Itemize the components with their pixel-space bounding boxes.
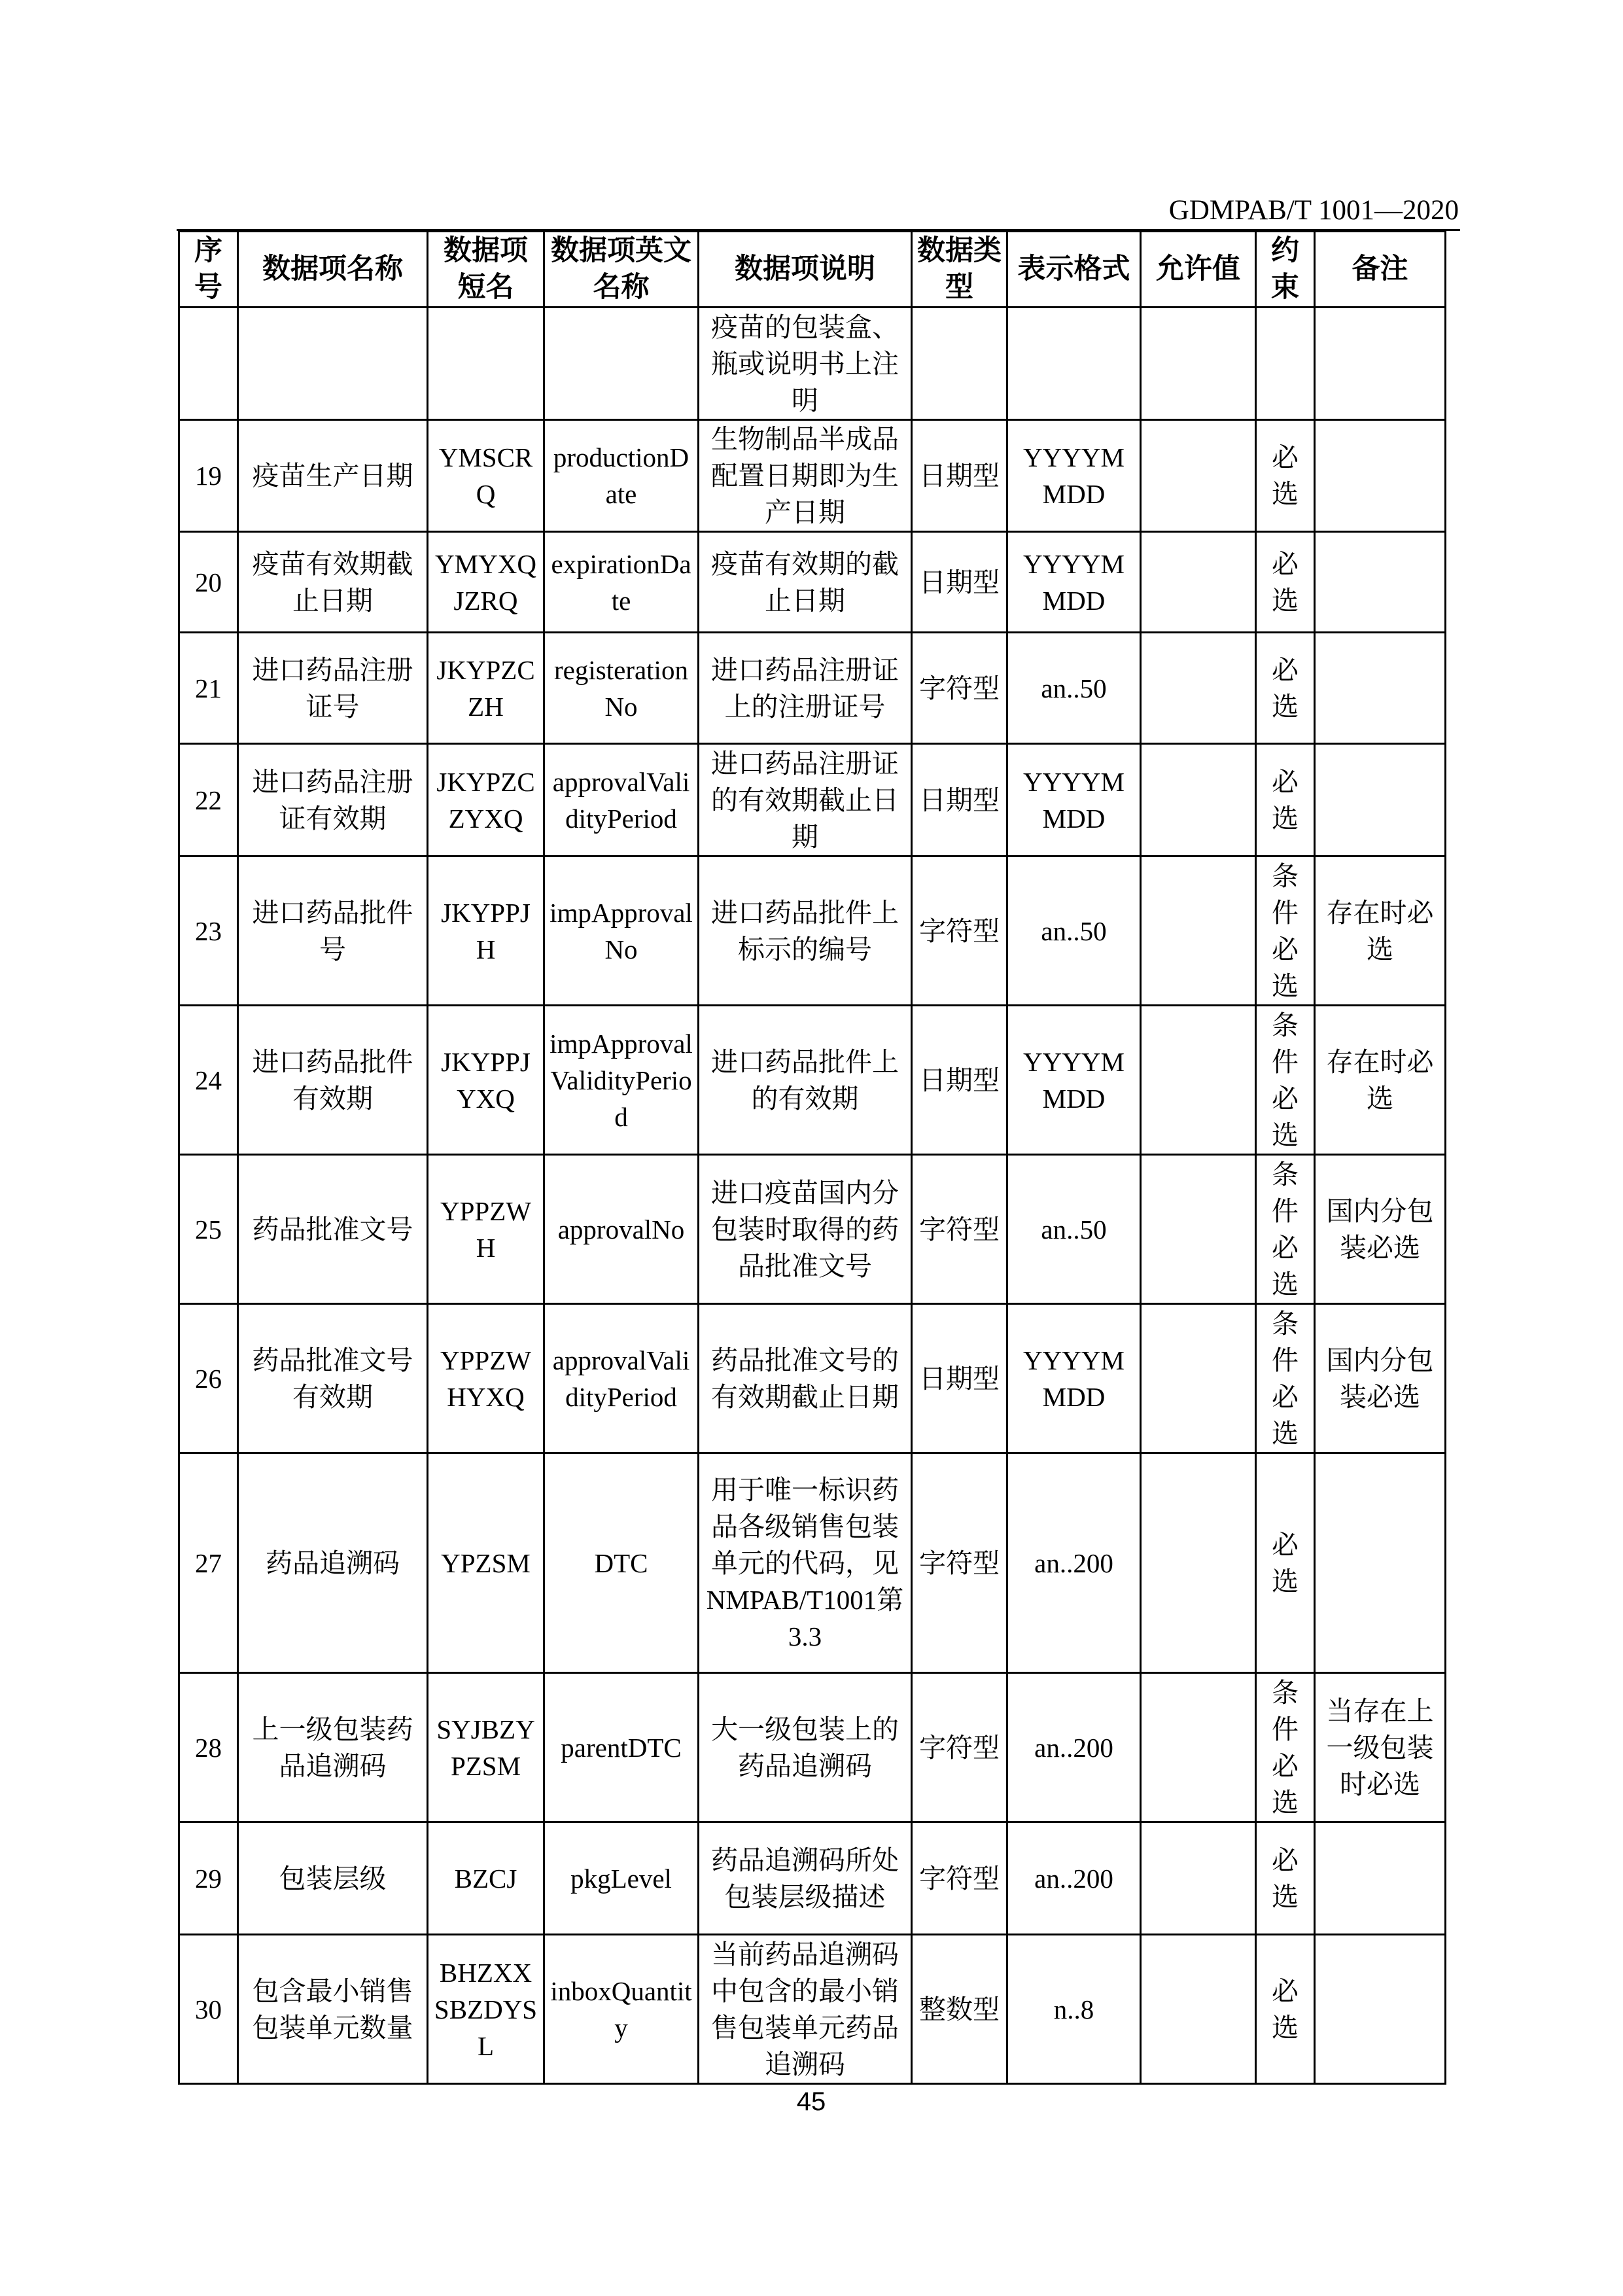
table-header-row (179, 232, 1446, 308)
col-header-format: 表示格式 (1007, 232, 1141, 308)
cell-constraint: 条件必选 (1256, 1304, 1315, 1453)
cell-no: 20 (179, 532, 238, 633)
cell-data-type: 字符型 (912, 857, 1007, 1006)
cell-constraint: 条件必选 (1256, 857, 1315, 1006)
cell-allowed-values (1141, 420, 1256, 532)
cell-english-name: impApprovalNo (544, 857, 699, 1006)
cell-english-name: approvalValidityPeriod (544, 1304, 699, 1453)
cell-short-name: YPPZWH (428, 1155, 544, 1304)
cell-data-type: 日期型 (912, 1304, 1007, 1453)
cell-allowed-values (1141, 1304, 1256, 1453)
cell-note (1315, 420, 1446, 532)
cell-format (1007, 308, 1141, 420)
col-header-constraint: 约束 (1256, 232, 1315, 308)
col-header-english-name: 数据项英文名称 (544, 232, 699, 308)
table-row (179, 308, 1446, 420)
cell-name: 进口药品注册证有效期 (238, 744, 428, 857)
table-row (179, 1673, 1446, 1822)
cell-format: YYYYMMDD (1007, 1006, 1141, 1155)
cell-note (1315, 633, 1446, 744)
cell-name: 疫苗有效期截止日期 (238, 532, 428, 633)
cell-format: n..8 (1007, 1935, 1141, 2084)
cell-no: 26 (179, 1304, 238, 1453)
cell-description: 当前药品追溯码中包含的最小销售包装单元药品追溯码 (699, 1935, 912, 2084)
cell-english-name: registerationNo (544, 633, 699, 744)
table-row (179, 420, 1446, 532)
cell-constraint: 必选 (1256, 1935, 1315, 2084)
col-header-short-name: 数据项短名 (428, 232, 544, 308)
cell-short-name: YMSCRQ (428, 420, 544, 532)
cell-constraint (1256, 308, 1315, 420)
cell-short-name: JKYPZCZH (428, 633, 544, 744)
cell-allowed-values (1141, 532, 1256, 633)
cell-allowed-values (1141, 1822, 1256, 1935)
cell-no: 21 (179, 633, 238, 744)
cell-constraint: 必选 (1256, 633, 1315, 744)
standard-code: GDMPAB/T 1001—2020 (1168, 195, 1459, 226)
cell-description: 进口药品批件上的有效期 (699, 1006, 912, 1155)
table-row (179, 1935, 1446, 2084)
cell-data-type: 日期型 (912, 420, 1007, 532)
col-header-no: 序号 (179, 232, 238, 308)
cell-note (1315, 308, 1446, 420)
cell-allowed-values (1141, 633, 1256, 744)
cell-name: 药品追溯码 (238, 1453, 428, 1673)
cell-name: 包含最小销售包装单元数量 (238, 1935, 428, 2084)
cell-constraint: 条件必选 (1256, 1155, 1315, 1304)
cell-short-name: YMYXQJZRQ (428, 532, 544, 633)
col-header-description: 数据项说明 (699, 232, 912, 308)
cell-name: 包装层级 (238, 1822, 428, 1935)
cell-no: 25 (179, 1155, 238, 1304)
col-header-allowed-values: 允许值 (1141, 232, 1256, 308)
cell-description: 进口药品注册证上的注册证号 (699, 633, 912, 744)
cell-description: 生物制品半成品配置日期即为生产日期 (699, 420, 912, 532)
cell-format: YYYYMMDD (1007, 1304, 1141, 1453)
cell-name: 药品批准文号有效期 (238, 1304, 428, 1453)
cell-no: 28 (179, 1673, 238, 1822)
table-row (179, 532, 1446, 633)
cell-english-name (544, 308, 699, 420)
cell-description: 疫苗有效期的截止日期 (699, 532, 912, 633)
cell-name: 上一级包装药品追溯码 (238, 1673, 428, 1822)
cell-constraint: 必选 (1256, 1822, 1315, 1935)
cell-note (1315, 744, 1446, 857)
cell-no: 29 (179, 1822, 238, 1935)
cell-allowed-values (1141, 857, 1256, 1006)
cell-note (1315, 1453, 1446, 1673)
cell-english-name: approvalNo (544, 1155, 699, 1304)
cell-constraint: 条件必选 (1256, 1006, 1315, 1155)
cell-short-name: YPPZWHYXQ (428, 1304, 544, 1453)
cell-constraint: 必选 (1256, 744, 1315, 857)
table-row (179, 1822, 1446, 1935)
cell-short-name: JKYPPJH (428, 857, 544, 1006)
cell-note: 存在时必选 (1315, 1006, 1446, 1155)
cell-name: 进口药品批件号 (238, 857, 428, 1006)
table-row (179, 633, 1446, 744)
cell-name: 进口药品批件有效期 (238, 1006, 428, 1155)
cell-data-type: 日期型 (912, 532, 1007, 633)
table-row (179, 744, 1446, 857)
table-row (179, 857, 1446, 1006)
cell-name: 药品批准文号 (238, 1155, 428, 1304)
cell-constraint: 必选 (1256, 532, 1315, 633)
cell-description: 用于唯一标识药品各级销售包装单元的代码，见NMPAB/T1001第3.3 (699, 1453, 912, 1673)
cell-note: 国内分包装必选 (1315, 1155, 1446, 1304)
cell-format: an..200 (1007, 1453, 1141, 1673)
cell-data-type: 字符型 (912, 1453, 1007, 1673)
cell-data-type: 整数型 (912, 1935, 1007, 2084)
cell-allowed-values (1141, 744, 1256, 857)
page-number: 45 (796, 2087, 826, 2116)
data-item-table (178, 230, 1446, 2085)
cell-no: 19 (179, 420, 238, 532)
cell-format: an..50 (1007, 1155, 1141, 1304)
cell-english-name: expirationDate (544, 532, 699, 633)
cell-description: 进口药品批件上标示的编号 (699, 857, 912, 1006)
cell-constraint: 必选 (1256, 420, 1315, 532)
cell-no: 27 (179, 1453, 238, 1673)
cell-format: YYYYMMDD (1007, 532, 1141, 633)
cell-format: YYYYMMDD (1007, 744, 1141, 857)
cell-note (1315, 532, 1446, 633)
cell-data-type: 日期型 (912, 1006, 1007, 1155)
col-header-note: 备注 (1315, 232, 1446, 308)
cell-no: 24 (179, 1006, 238, 1155)
table-row (179, 1304, 1446, 1453)
cell-short-name (428, 308, 544, 420)
cell-no: 23 (179, 857, 238, 1006)
cell-short-name: JKYPZCZYXQ (428, 744, 544, 857)
table-row (179, 1453, 1446, 1673)
cell-constraint: 必选 (1256, 1453, 1315, 1673)
cell-name: 疫苗生产日期 (238, 420, 428, 532)
cell-format: an..200 (1007, 1673, 1141, 1822)
cell-allowed-values (1141, 308, 1256, 420)
cell-data-type: 字符型 (912, 1155, 1007, 1304)
cell-note (1315, 1935, 1446, 2084)
table-row (179, 1006, 1446, 1155)
cell-description: 进口疫苗国内分包装时取得的药品批准文号 (699, 1155, 912, 1304)
cell-note: 国内分包装必选 (1315, 1304, 1446, 1453)
cell-format: an..50 (1007, 633, 1141, 744)
cell-english-name: parentDTC (544, 1673, 699, 1822)
col-header-name: 数据项名称 (238, 232, 428, 308)
cell-description: 药品追溯码所处包装层级描述 (699, 1822, 912, 1935)
cell-note: 存在时必选 (1315, 857, 1446, 1006)
cell-name (238, 308, 428, 420)
cell-description: 疫苗的包装盒、瓶或说明书上注明 (699, 308, 912, 420)
cell-data-type: 字符型 (912, 1822, 1007, 1935)
cell-english-name: approvalValidityPeriod (544, 744, 699, 857)
cell-allowed-values (1141, 1453, 1256, 1673)
cell-english-name: inboxQuantity (544, 1935, 699, 2084)
cell-data-type: 字符型 (912, 633, 1007, 744)
cell-constraint: 条件必选 (1256, 1673, 1315, 1822)
cell-short-name: SYJBZYPZSM (428, 1673, 544, 1822)
cell-description: 药品批准文号的有效期截止日期 (699, 1304, 912, 1453)
cell-short-name: JKYPPJYXQ (428, 1006, 544, 1155)
cell-data-type: 日期型 (912, 744, 1007, 857)
cell-data-type (912, 308, 1007, 420)
cell-allowed-values (1141, 1935, 1256, 2084)
cell-format: an..50 (1007, 857, 1141, 1006)
cell-name: 进口药品注册证号 (238, 633, 428, 744)
cell-data-type: 字符型 (912, 1673, 1007, 1822)
cell-no (179, 308, 238, 420)
cell-description: 进口药品注册证的有效期截止日期 (699, 744, 912, 857)
cell-format: an..200 (1007, 1822, 1141, 1935)
cell-short-name: YPZSM (428, 1453, 544, 1673)
cell-allowed-values (1141, 1673, 1256, 1822)
cell-english-name: productionDate (544, 420, 699, 532)
cell-english-name: pkgLevel (544, 1822, 699, 1935)
cell-short-name: BZCJ (428, 1822, 544, 1935)
cell-no: 30 (179, 1935, 238, 2084)
cell-allowed-values (1141, 1155, 1256, 1304)
cell-description: 大一级包装上的药品追溯码 (699, 1673, 912, 1822)
cell-note: 当存在上一级包装时必选 (1315, 1673, 1446, 1822)
cell-allowed-values (1141, 1006, 1256, 1155)
cell-no: 22 (179, 744, 238, 857)
table-row (179, 1155, 1446, 1304)
cell-short-name: BHZXXSBZDYSL (428, 1935, 544, 2084)
cell-english-name: impApprovalValidityPeriod (544, 1006, 699, 1155)
cell-format: YYYYMMDD (1007, 420, 1141, 532)
cell-english-name: DTC (544, 1453, 699, 1673)
cell-note (1315, 1822, 1446, 1935)
col-header-data-type: 数据类型 (912, 232, 1007, 308)
